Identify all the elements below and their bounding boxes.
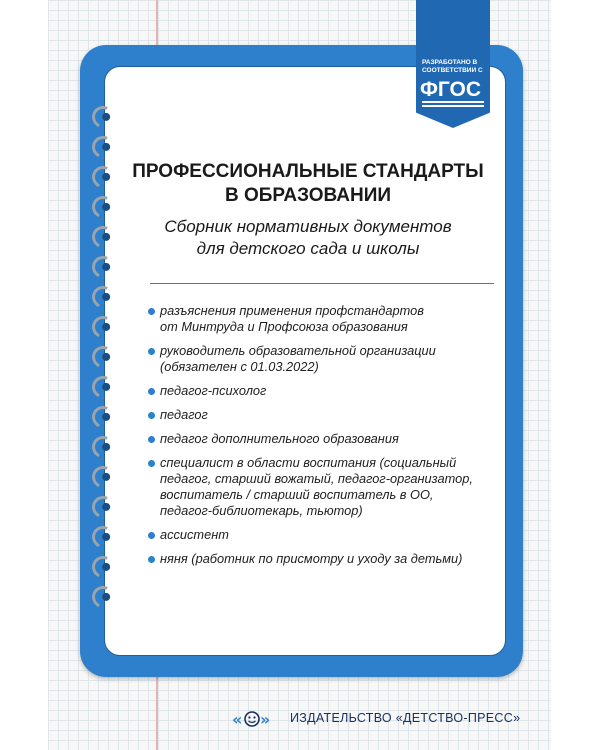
bullet-icon: [148, 348, 155, 355]
divider-line: [150, 283, 494, 284]
contents-item-line: ассистент: [160, 527, 229, 542]
contents-item: [148, 343, 494, 375]
contents-item-line: педагог-психолог: [160, 383, 267, 398]
contents-item: [148, 551, 494, 567]
book-subtitle-line: Сборник нормативных документов: [164, 217, 452, 236]
contents-item: [148, 431, 494, 447]
contents-item-line: педагог-библиотекарь, тьютор): [160, 503, 363, 518]
contents-list: [148, 303, 494, 575]
contents-item: [148, 407, 494, 423]
contents-item: [148, 455, 494, 519]
publisher-name: ИЗДАТЕЛЬСТВО «ДЕТСТВО-ПРЕСС»: [290, 711, 521, 725]
bullet-icon: [148, 436, 155, 443]
contents-item-line: педагог: [160, 407, 208, 422]
bullet-icon: [148, 556, 155, 563]
book-subtitle-line: для детского сада и школы: [196, 239, 420, 258]
contents-item-line: няня (работник по присмотру и уходу за детьми): [160, 551, 463, 566]
fgos-logo: ФГОС: [420, 78, 482, 101]
bullet-icon: [148, 412, 155, 419]
contents-item: [148, 383, 494, 399]
bullet-icon: [148, 388, 155, 395]
book-title: [128, 160, 488, 208]
contents-item-line: руководитель образовательной организации: [160, 343, 436, 358]
publisher-logo-icon: [232, 708, 272, 730]
book-subtitle: [128, 216, 488, 260]
contents-item-line: от Минтруда и Профсоюза образования: [160, 319, 408, 334]
fgos-badge-caption: РАЗРАБОТАНО В СООТВЕТСТВИИ С: [422, 59, 483, 74]
contents-item-line: воспитатель / старший воспитатель в ОО,: [160, 487, 434, 502]
bullet-icon: [148, 308, 155, 315]
contents-item-line: специалист в области воспитания (социальный: [160, 455, 457, 470]
bullet-icon: [148, 460, 155, 467]
bullet-icon: [148, 532, 155, 539]
contents-item-line: (обязателен с 01.03.2022): [160, 359, 319, 374]
contents-item: [148, 527, 494, 543]
svg-text:»: »: [260, 710, 271, 729]
book-title-line: В ОБРАЗОВАНИИ: [224, 185, 392, 206]
svg-text:«: «: [232, 710, 243, 729]
fgos-logo-stripes: [422, 101, 484, 109]
book-title-line: ПРОФЕССИОНАЛЬНЫЕ СТАНДАРТЫ: [132, 161, 484, 182]
contents-item: [148, 303, 494, 335]
contents-item-line: педагог дополнительного образования: [160, 431, 399, 446]
contents-item-line: разъяснения применения профстандартов: [160, 303, 424, 318]
contents-item-line: педагог, старший вожатый, педагог-организатор,: [160, 471, 473, 486]
